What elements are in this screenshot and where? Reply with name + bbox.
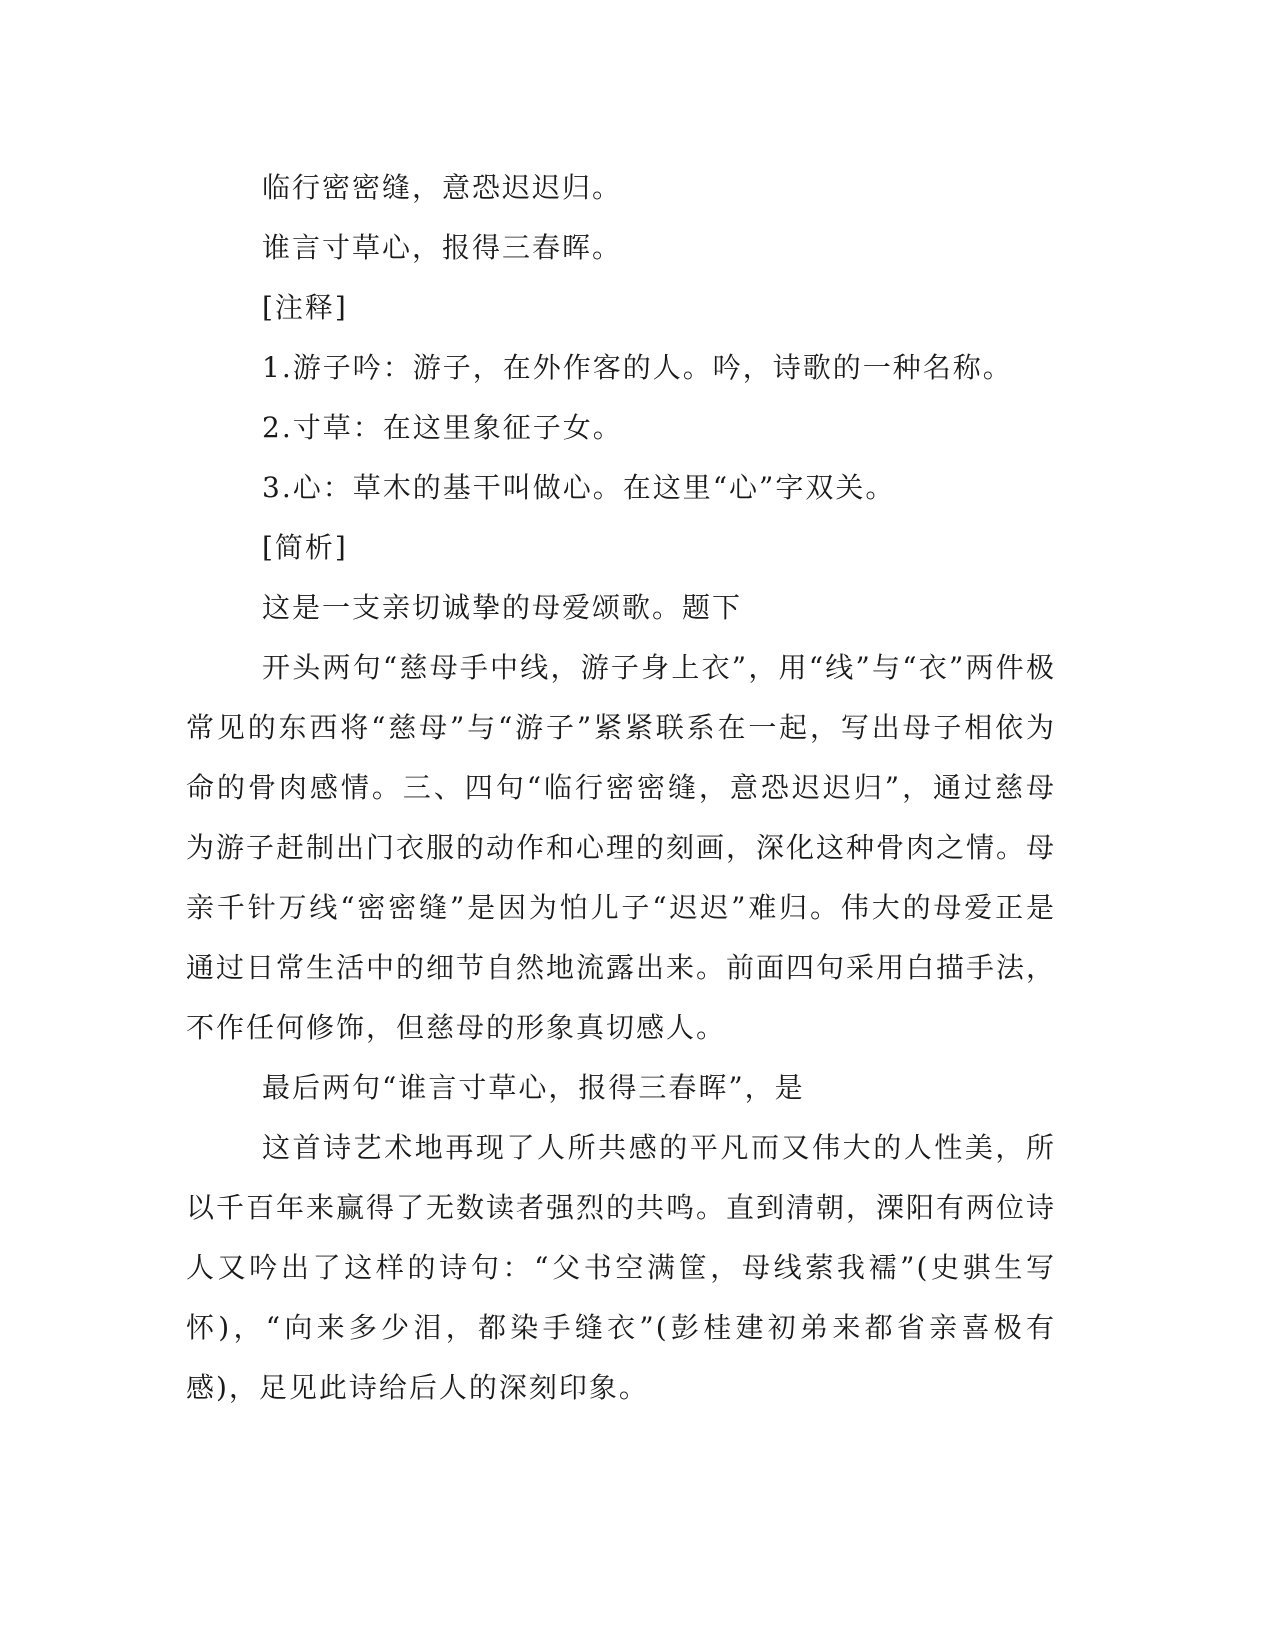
notes-heading: [注释] (262, 291, 348, 324)
note-item: 2.寸草：在这里象征子女。 (262, 411, 623, 444)
analysis-paragraph: 这是一支亲切诚挚的母爱颂歌。题下 (262, 591, 743, 624)
note-item: 3.心：草木的基干叫做心。在这里“心”字双关。 (262, 471, 896, 504)
analysis-paragraph: 这首诗艺术地再现了人所共感的平凡而又伟大的人性美，所以千百年来赢得了无数读者强烈的共鸣。直到清朝，溧阳有两位诗人又吟出了这样的诗句：“父书空满筐，母线萦我襦”(史骐生写怀)，“向来多少泪，都染手缝衣”(彭桂建初弟来都省亲喜极有感)，足见此诗给后人的深刻印象。 (186, 1131, 1057, 1404)
poem-line: 谁言寸草心，报得三春晖。 (262, 231, 623, 264)
analysis-paragraph: 开头两句“慈母手中线，游子身上衣”，用“线”与“衣”两件极常见的东西将“慈母”与“游子”紧紧联系在一起，写出母子相依为命的骨肉感情。三、四句“临行密密缝，意恐迟迟归”，通过慈母为游子赶制出门衣服的动作和心理的刻画，深化这种骨肉之情。母亲千针万线“密密缝”是因为怕儿子“迟迟”难归。伟大的母爱正是通过日常生活中的细节自然地流露出来。前面四句采用白描手法，不作任何修饰，但慈母的形象真切感人。 (186, 651, 1057, 1044)
document-body (186, 158, 1056, 1418)
poem-line: 临行密密缝，意恐迟迟归。 (262, 171, 623, 204)
note-item: 1.游子吟：游子，在外作客的人。吟，诗歌的一种名称。 (262, 351, 1013, 384)
analysis-paragraph: 最后两句“谁言寸草心，报得三春晖”，是 (262, 1071, 805, 1104)
analysis-heading: [简析] (262, 531, 348, 564)
